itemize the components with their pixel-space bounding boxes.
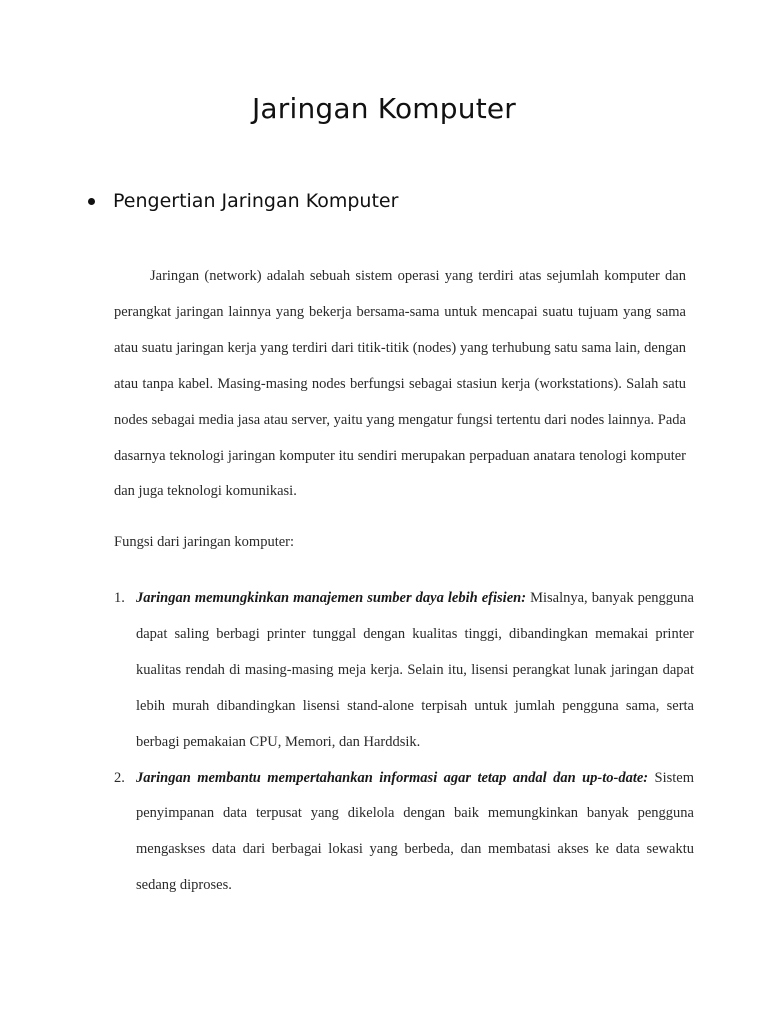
list-item-text: Sistem penyimpanan data terpusat yang dikelola dengan baik memungkinkan banyak pengguna mengaskses data dari berbagai lokasi yang berbeda, dan membatasi akses ke data sewaktu sedang diproses. <box>136 769 694 894</box>
function-list <box>114 581 694 904</box>
list-item-text: Misalnya, banyak pengguna dapat saling berbagi printer tunggal dengan kualitas tinggi, dibandingkan memakai printer kualitas rendah di masing-masing meja kerja. Selain itu, lisensi perangkat lunak jaringan dapat lebih murah dibandingkan lisensi stand-alone terpisah untuk jumlah pengguna sama, serta berbagi pemakaian CPU, Memori, dan Harddsik. <box>136 590 694 750</box>
list-intro: Fungsi dari jaringan komputer: <box>114 534 295 550</box>
bullet-icon <box>88 198 95 205</box>
section-heading <box>88 190 398 212</box>
list-item-heading: Jaringan membantu mempertahankan informasi agar tetap andal dan up-to-date: <box>136 769 649 786</box>
list-item-heading: Jaringan memungkinkan manajemen sumber daya lebih efisien: <box>136 590 527 606</box>
definition-paragraph: Jaringan (network) adalah sebuah sistem operasi yang terdiri atas sejumlah komputer dan perangkat jaringan lainnya yang bekerja bersama-sama untuk mencapai suatu tujuam yang sama atau suatu jaringan kerja yang terdiri dari titik-titik (nodes) yang terhubung satu sama lain, dengan atau tanpa kabel. Masing-masing nodes berfungsi sebagai stasiun kerja (workstations). Salah satu nodes sebagai media jasa atau server, yaitu yang mengatur fungsi tertentu dari nodes lainnya. Pada dasarnya teknologi jaringan komputer itu sendiri merupakan perpaduan anatara tenologi komputer dan juga teknologi komunikasi. <box>114 268 686 500</box>
list-item <box>114 761 694 905</box>
section-heading-text: Pengertian Jaringan Komputer <box>113 190 399 212</box>
document-title: Jaringan Komputer <box>251 92 517 125</box>
list-item-number: 2. <box>114 769 125 786</box>
list-item-body <box>136 581 694 761</box>
list-item-number: 1. <box>114 590 125 606</box>
list-item <box>114 581 694 761</box>
list-item-body <box>136 761 694 905</box>
